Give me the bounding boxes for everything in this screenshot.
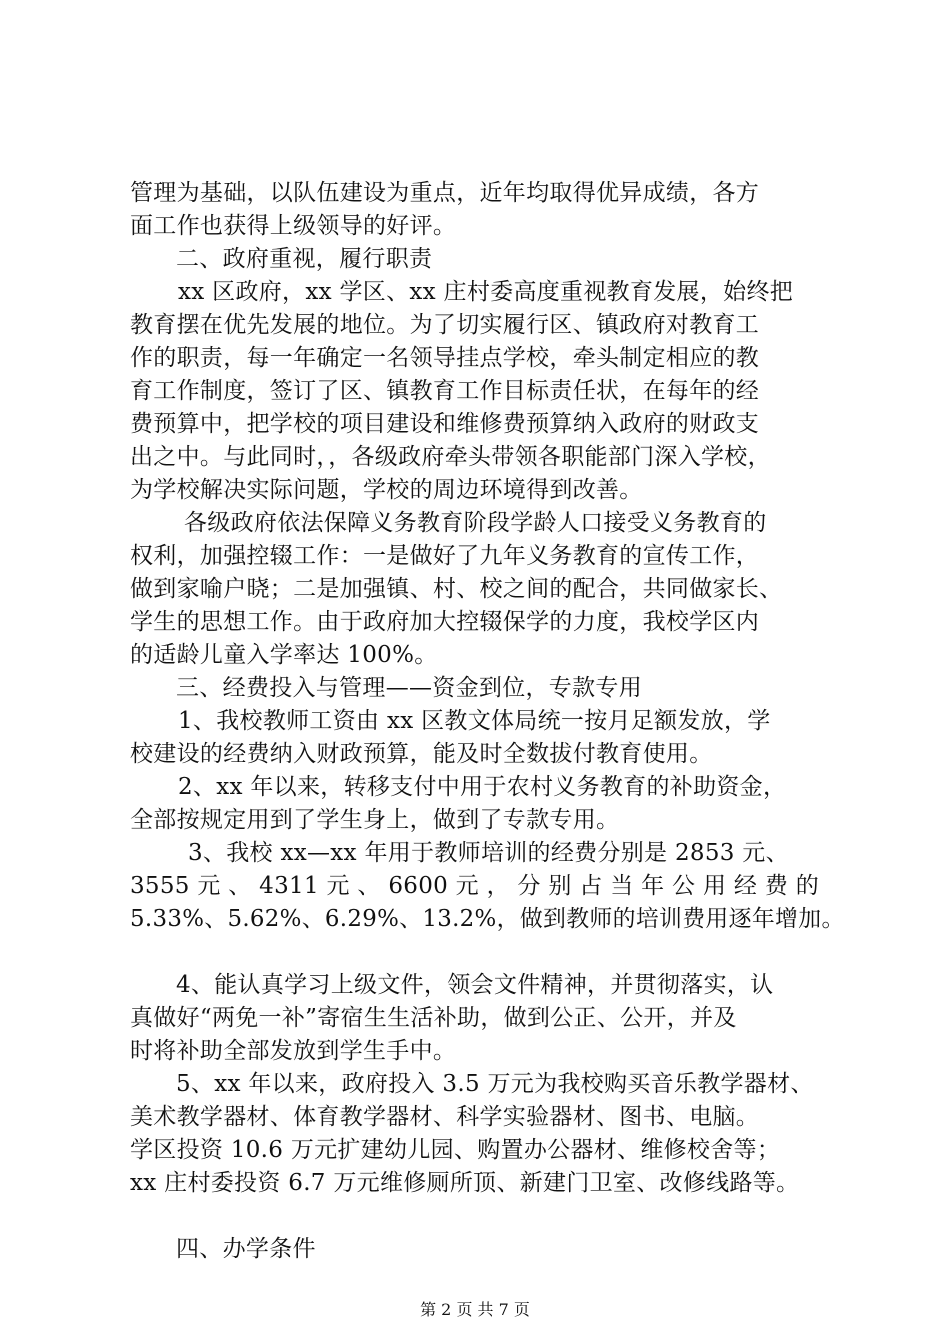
paragraph-line: 作的职责，每一年确定一名领导挂点学校，牵头制定相应的教 [130, 345, 760, 371]
paragraph-line: 做到家喻户晓；二是加强镇、村、校之间的配合，共同做家长、 [130, 576, 783, 602]
paragraph-line: 费预算中，把学校的项目建设和维修费预算纳入政府的财政支 [130, 411, 760, 437]
paragraph-line: 校建设的经费纳入财政预算，能及时全数拔付教育使用。 [130, 741, 713, 767]
paragraph-line: 2、xx 年以来，转移支付中用于农村义务教育的补助资金， [178, 774, 787, 800]
paragraph-line: 3、我校 xx—xx 年用于教师培训的经费分别是 2853 元、 [188, 840, 789, 866]
paragraph-line: 出之中。与此同时，，各级政府牵头带领各职能部门深入学校， [130, 444, 771, 470]
paragraph-line: 5.33%、5.62%、6.29%、13.2%，做到教师的培训费用逐年增加。 [130, 906, 845, 932]
paragraph-line: 学生的思想工作。由于政府加大控辍保学的力度，我校学区内 [130, 609, 760, 635]
section-heading: 二、政府重视，履行职责 [176, 246, 433, 272]
section-heading: 三、经费投入与管理——资金到位，专款专用 [176, 675, 642, 701]
paragraph-line: 4、能认真学习上级文件，领会文件精神，并贯彻落实，认 [176, 972, 774, 998]
paragraph-line: 育工作制度，签订了区、镇教育工作目标责任状，在每年的经 [130, 378, 760, 404]
paragraph-line: 真做好“两免一补”寄宿生生活补助，做到公正、公开，并及 [130, 1005, 737, 1031]
paragraph-line: 为学校解决实际问题，学校的周边环境得到改善。 [130, 477, 643, 503]
paragraph-line: 的适龄儿童入学率达 100%。 [130, 642, 438, 668]
paragraph-line: 美术教学器材、体育教学器材、科学实验器材、图书、电脑。 [130, 1104, 760, 1130]
paragraph-line: 全部按规定用到了学生身上，做到了专款专用。 [130, 807, 620, 833]
paragraph-line: 5、xx 年以来，政府投入 3.5 万元为我校购买音乐教学器材、 [176, 1071, 814, 1097]
paragraph-line: 时将补助全部发放到学生手中。 [130, 1038, 457, 1064]
paragraph-line: 管理为基础，以队伍建设为重点，近年均取得优异成绩，各方 [130, 180, 760, 206]
paragraph-line: 权利，加强控辍工作：一是做好了九年义务教育的宣传工作， [130, 543, 760, 569]
paragraph-line: 学区投资 10.6 万元扩建幼儿园、购置办公器材、维修校舍等； [130, 1137, 781, 1163]
paragraph-line: xx 区政府，xx 学区、xx 庄村委高度重视教育发展，始终把 [178, 279, 794, 305]
paragraph-line: 3555 元 、 4311 元 、 6600 元 ， 分 别 占 当 年 公 用 经 费 的 [130, 873, 819, 899]
page-footer: 第 2 页 共 7 页 [420, 1300, 530, 1319]
paragraph-line: 面工作也获得上级领导的好评。 [130, 213, 457, 239]
paragraph-line: 教育摆在优先发展的地位。为了切实履行区、镇政府对教育工 [130, 312, 760, 338]
section-heading: 四、办学条件 [176, 1236, 316, 1262]
paragraph-line: 各级政府依法保障义务教育阶段学龄人口接受义务教育的 [184, 510, 767, 536]
paragraph-line: 1、我校教师工资由 xx 区教文体局统一按月足额发放，学 [178, 708, 771, 734]
paragraph-line: xx 庄村委投资 6.7 万元维修厕所顶、新建门卫室、改修线路等。 [130, 1170, 800, 1196]
